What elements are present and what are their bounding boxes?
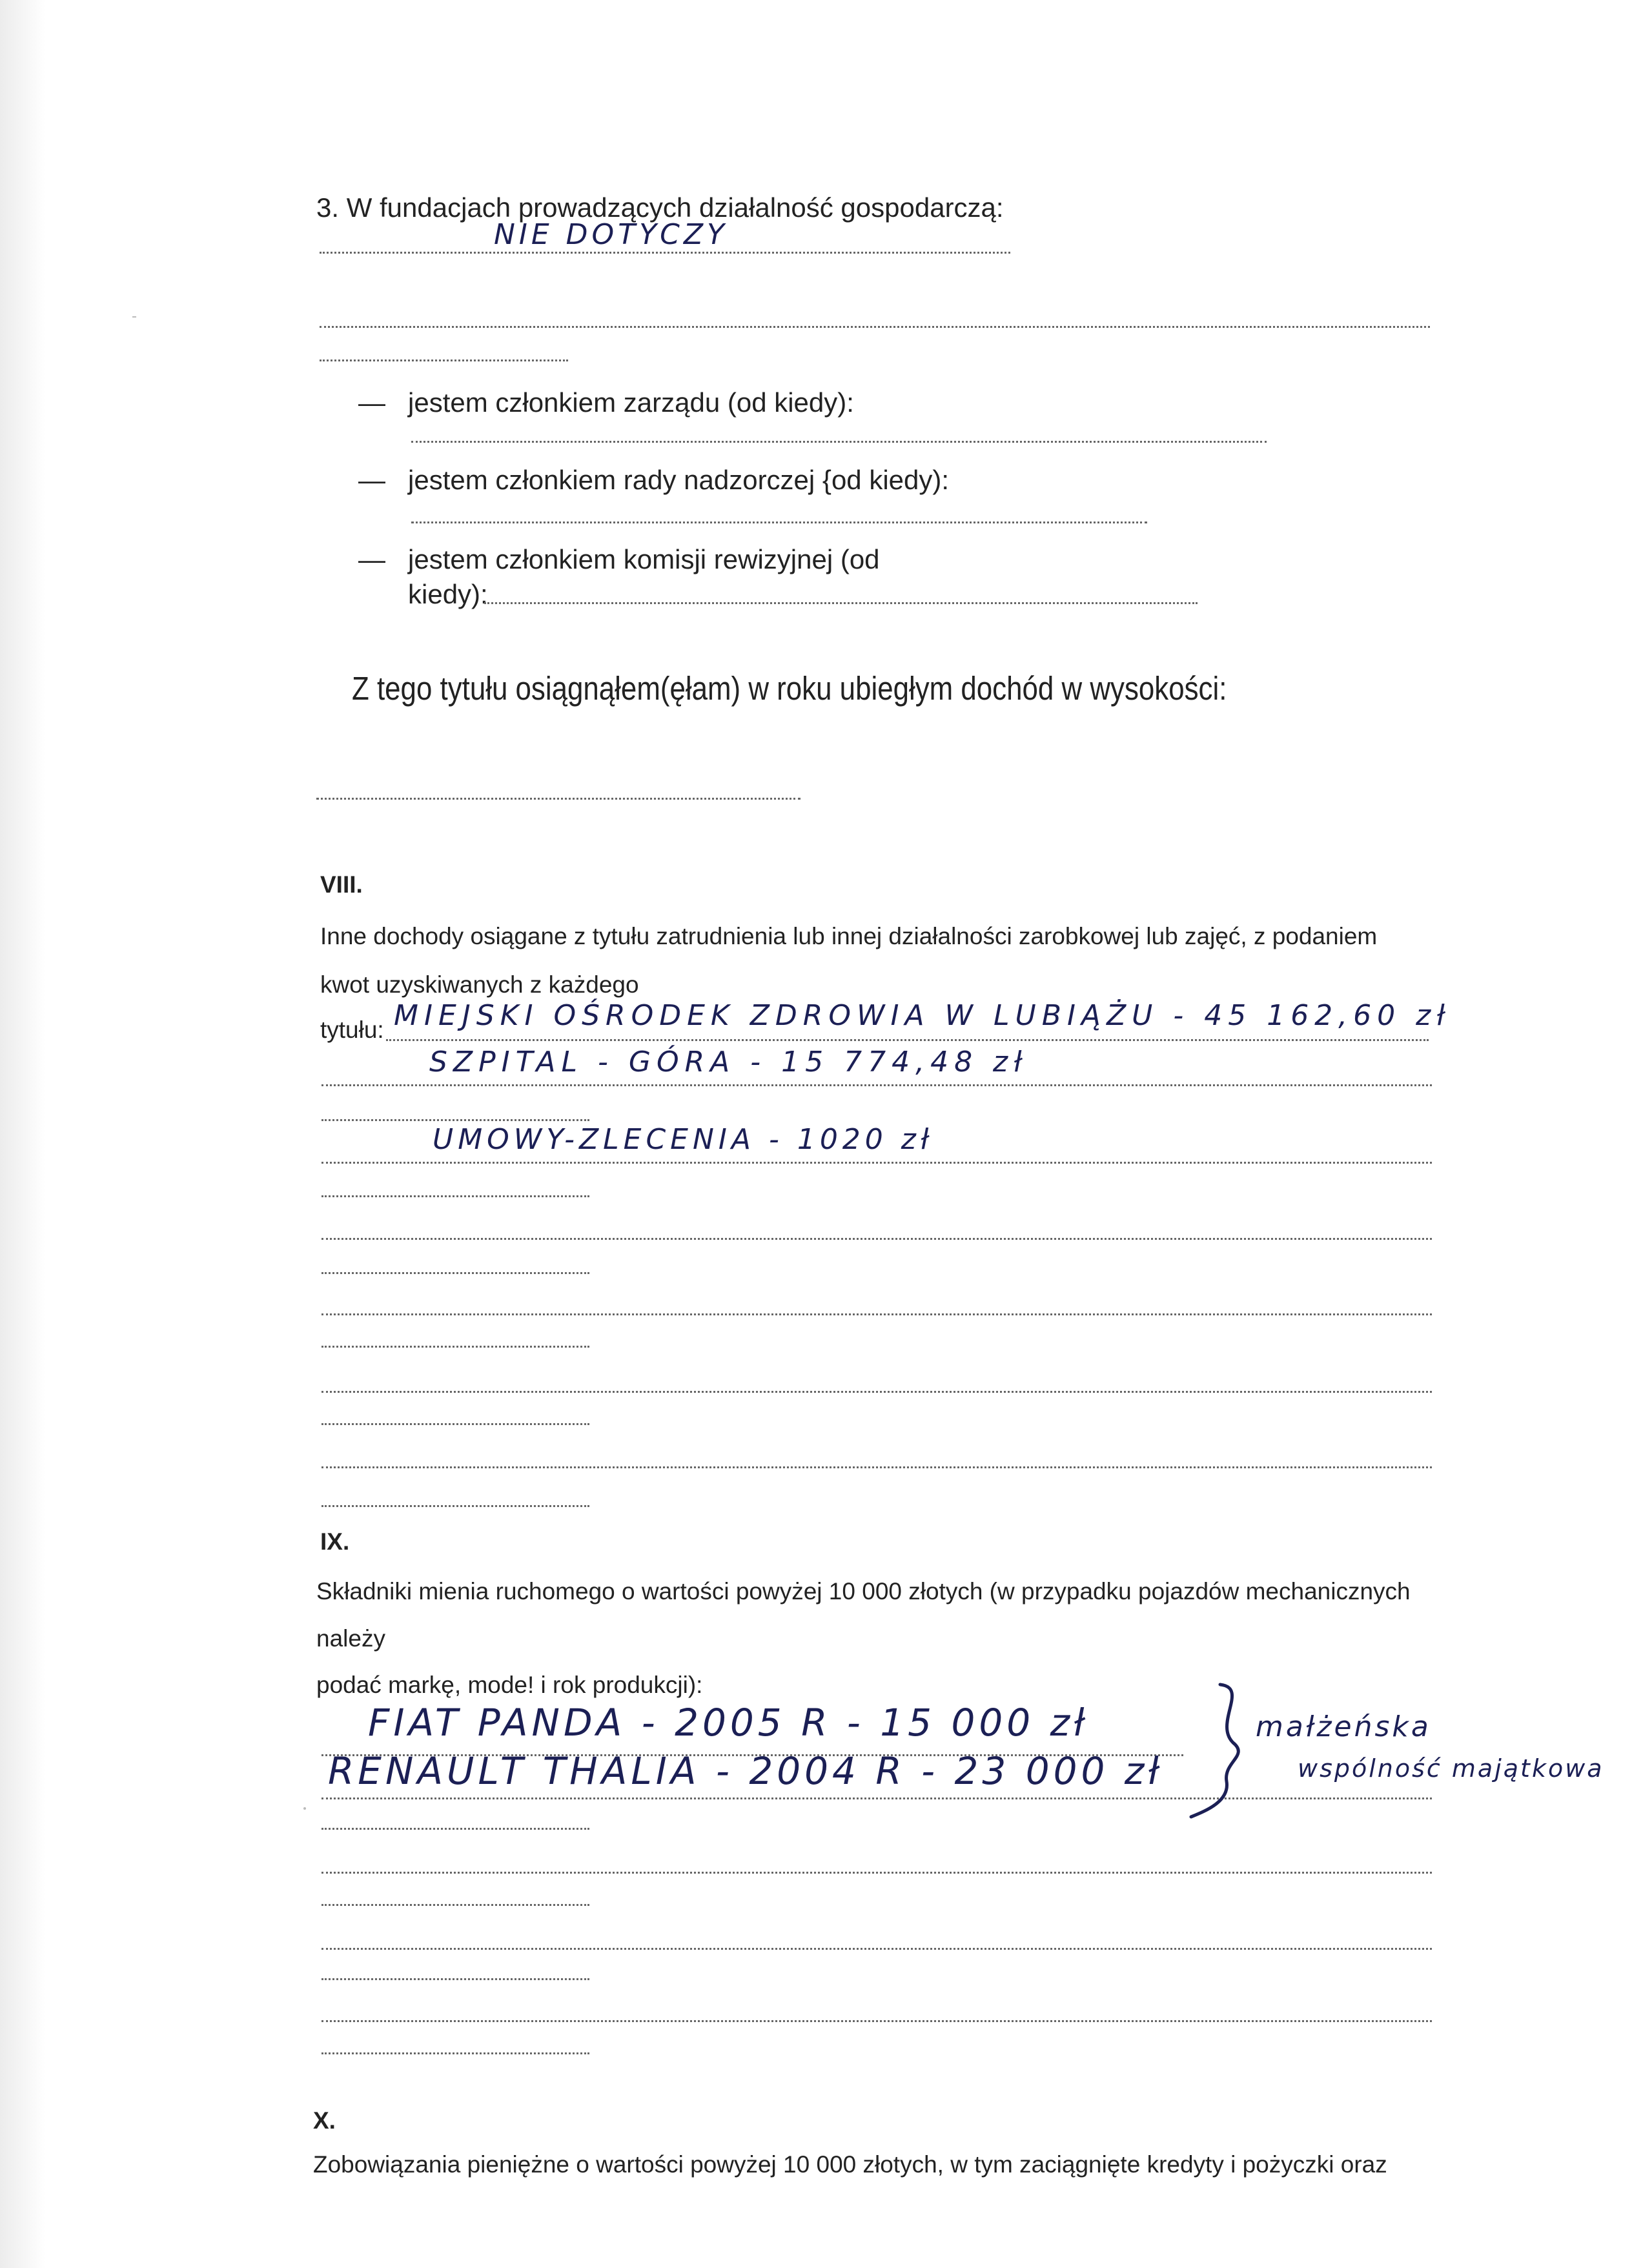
- dotted-line: [386, 1039, 1429, 1041]
- dotted-line: [316, 798, 801, 800]
- dotted-line: [321, 1346, 589, 1348]
- section8-text: Inne dochody osiągane z tytułu zatrudnienia lub innej działalności zarobkowej lub zajęć, z podaniem: [320, 923, 1378, 949]
- dotted-line: [321, 1238, 1432, 1240]
- dotted-line: [411, 521, 1147, 523]
- handwritten-answer: NIE DOTYCZY: [494, 218, 728, 251]
- dotted-line: [321, 1978, 589, 1980]
- section9-text-cont2: podać markę, mode! i rok produkcji):: [316, 1672, 703, 1698]
- dotted-line: [321, 1423, 589, 1425]
- section3-heading: 3. W fundacjach prowadzących działalność gospodarczą:: [316, 192, 1004, 223]
- handwritten-vehicle-entry: RENAULT THALIA - 2004 R - 23 000 zł: [328, 1749, 1163, 1793]
- handwritten-note: wspólność majątkowa: [1298, 1754, 1604, 1783]
- dotted-line: [321, 1272, 589, 1274]
- income-statement: Z tego tytułu osiągnąłem(ęłam) w roku ubiegłym dochód w wysokości:: [352, 670, 1227, 707]
- dotted-line: [321, 1948, 1432, 1950]
- dotted-line: [321, 1828, 589, 1830]
- dotted-line: [320, 252, 1010, 254]
- section9-number: IX.: [320, 1528, 350, 1555]
- section10-text: Zobowiązania pieniężne o wartości powyżej 10 000 złotych, w tym zaciągnięte kredyty i pożyczki oraz: [313, 2151, 1387, 2178]
- handwritten-brace: [1188, 1678, 1259, 1820]
- scan-speck: [303, 1807, 306, 1810]
- dotted-line: [321, 1119, 589, 1121]
- section9-text-cont: należy: [316, 1625, 385, 1652]
- dotted-line: [321, 2052, 589, 2054]
- role-dash: —: [358, 465, 385, 495]
- dotted-line: [321, 1872, 1432, 1874]
- handwritten-note: małżeńska: [1256, 1710, 1431, 1743]
- dotted-line: [321, 1797, 1432, 1799]
- dotted-line: [321, 1505, 589, 1507]
- role-dash: —: [358, 544, 385, 574]
- scan-speck: [132, 316, 136, 318]
- section8-number: VIII.: [320, 871, 363, 898]
- scan-shadow-edge: [0, 0, 45, 2268]
- dotted-line: [411, 441, 1267, 443]
- handwritten-income-entry: MIEJSKI OŚRODEK ZDROWIA W LUBIĄŻU - 45 162,60 zł: [394, 999, 1451, 1032]
- section8-label: tytułu:: [320, 1017, 384, 1043]
- dotted-line: [321, 2020, 1432, 2022]
- role-audit-label-cont: kiedy):: [408, 579, 488, 609]
- handwritten-vehicle-entry: FIAT PANDA - 2005 R - 15 000 zł: [368, 1701, 1088, 1745]
- section9-text: Składniki mienia ruchomego o wartości powyżej 10 000 złotych (w przypadku pojazdów mechanicznych: [316, 1578, 1411, 1605]
- dotted-line: [321, 1162, 1432, 1164]
- role-audit-label: jestem członkiem komisji rewizyjnej (od: [408, 544, 880, 574]
- role-supervisory-label: jestem członkiem rady nadzorczej {od kiedy):: [408, 465, 950, 495]
- handwritten-income-entry: SZPITAL - GÓRA - 15 774,48 zł: [429, 1046, 1028, 1078]
- section10-number: X.: [313, 2107, 336, 2134]
- role-dash: —: [358, 387, 385, 418]
- dotted-line: [321, 1313, 1432, 1315]
- dotted-line: [320, 359, 568, 361]
- role-board-label: jestem członkiem zarządu (od kiedy):: [408, 387, 854, 418]
- dotted-line: [320, 326, 1430, 328]
- dotted-line: [321, 1391, 1432, 1393]
- section8-text-cont: kwot uzyskiwanych z każdego: [320, 971, 639, 998]
- dotted-line: [321, 1466, 1432, 1468]
- dotted-line: [321, 1904, 589, 1906]
- dotted-line: [321, 1084, 1432, 1086]
- handwritten-income-entry: UMOWY-ZLECENIA - 1020 zł: [433, 1123, 933, 1156]
- dotted-line: [321, 1195, 589, 1197]
- dotted-line: [484, 602, 1198, 604]
